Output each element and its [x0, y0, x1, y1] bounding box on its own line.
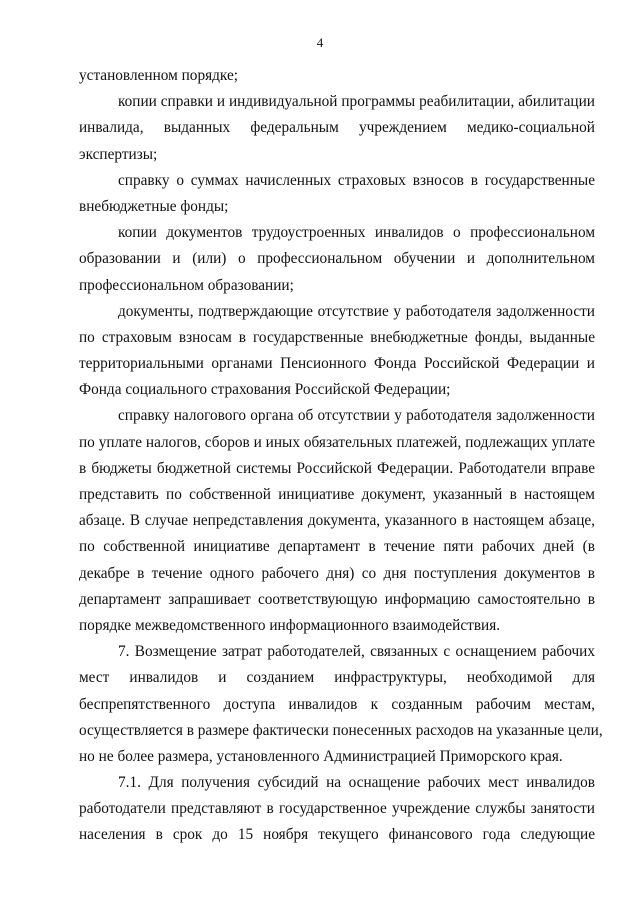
text-line: населения в срок до 15 ноября текущего финансового года следующие	[79, 826, 595, 844]
text-line: департамент запрашивает соответствующую информацию самостоятельно в	[79, 590, 595, 608]
text-line: копии документов трудоустроенных инвалидов о профессиональном	[118, 224, 595, 242]
text-line: мест инвалидов и созданием инфраструктуры, необходимой для	[79, 669, 595, 687]
text-line: экспертизы;	[79, 145, 158, 163]
text-line: образовании и (или) о профессиональном обучении и дополнительном	[79, 250, 595, 268]
text-line: но не более размера, установленного Администрацией Приморского края.	[79, 747, 563, 765]
text-line: 7.1. Для получения субсидий на оснащение рабочих мест инвалидов	[118, 774, 595, 792]
text-line: декабре в течение одного рабочего дня) со дня поступления документов в	[79, 564, 595, 582]
text-line: профессиональном образовании;	[79, 276, 294, 294]
text-line: Фонда социального страхования Российской Федерации;	[79, 381, 451, 399]
text-line: в бюджеты бюджетной системы Российской Федерации. Работодатели вправе	[79, 459, 595, 477]
text-line: осуществляется в размере фактически понесенных расходов на указанные цели,	[79, 721, 603, 739]
text-line: по собственной инициативе департамент в течение пяти рабочих дней (в	[79, 538, 595, 556]
text-line: беспрепятственного доступа инвалидов к созданным рабочим местам,	[79, 695, 595, 713]
text-line: справку о суммах начисленных страховых взносов в государственные	[118, 171, 595, 189]
text-line: 7. Возмещение затрат работодателей, связанных с оснащением рабочих	[118, 643, 595, 661]
text-line: внебюджетные фонды;	[79, 197, 229, 215]
text-line: установленном порядке;	[79, 67, 239, 84]
text-line: по страховым взносам в государственные внебюджетные фонды, выданные	[79, 328, 595, 346]
text-line: порядке межведомственного информационного взаимодействия.	[79, 616, 501, 634]
text-line: абзаце. В случае непредставления документа, указанного в настоящем абзаце,	[79, 512, 595, 530]
page-number: 4	[316, 35, 324, 50]
text-line: справку налогового органа об отсутствии у работодателя задолженности	[118, 407, 595, 425]
text-line: документы, подтверждающие отсутствие у работодателя задолженности	[118, 302, 595, 320]
text-line: по уплате налогов, сборов и иных обязательных платежей, подлежащих уплате	[79, 433, 595, 451]
text-line: копии справки и индивидуальной программы реабилитации, абилитации	[118, 93, 595, 111]
text-line: инвалида, выданных федеральным учреждением медико-социальной	[79, 119, 595, 137]
text-line: представить по собственной инициативе документ, указанный в настоящем	[79, 486, 595, 503]
text-line: территориальными органами Пенсионного Фонда Российской Федерации и	[79, 355, 595, 373]
body-text	[79, 63, 603, 849]
text-line: работодатели представляют в государственное учреждение службы занятости	[79, 800, 595, 818]
